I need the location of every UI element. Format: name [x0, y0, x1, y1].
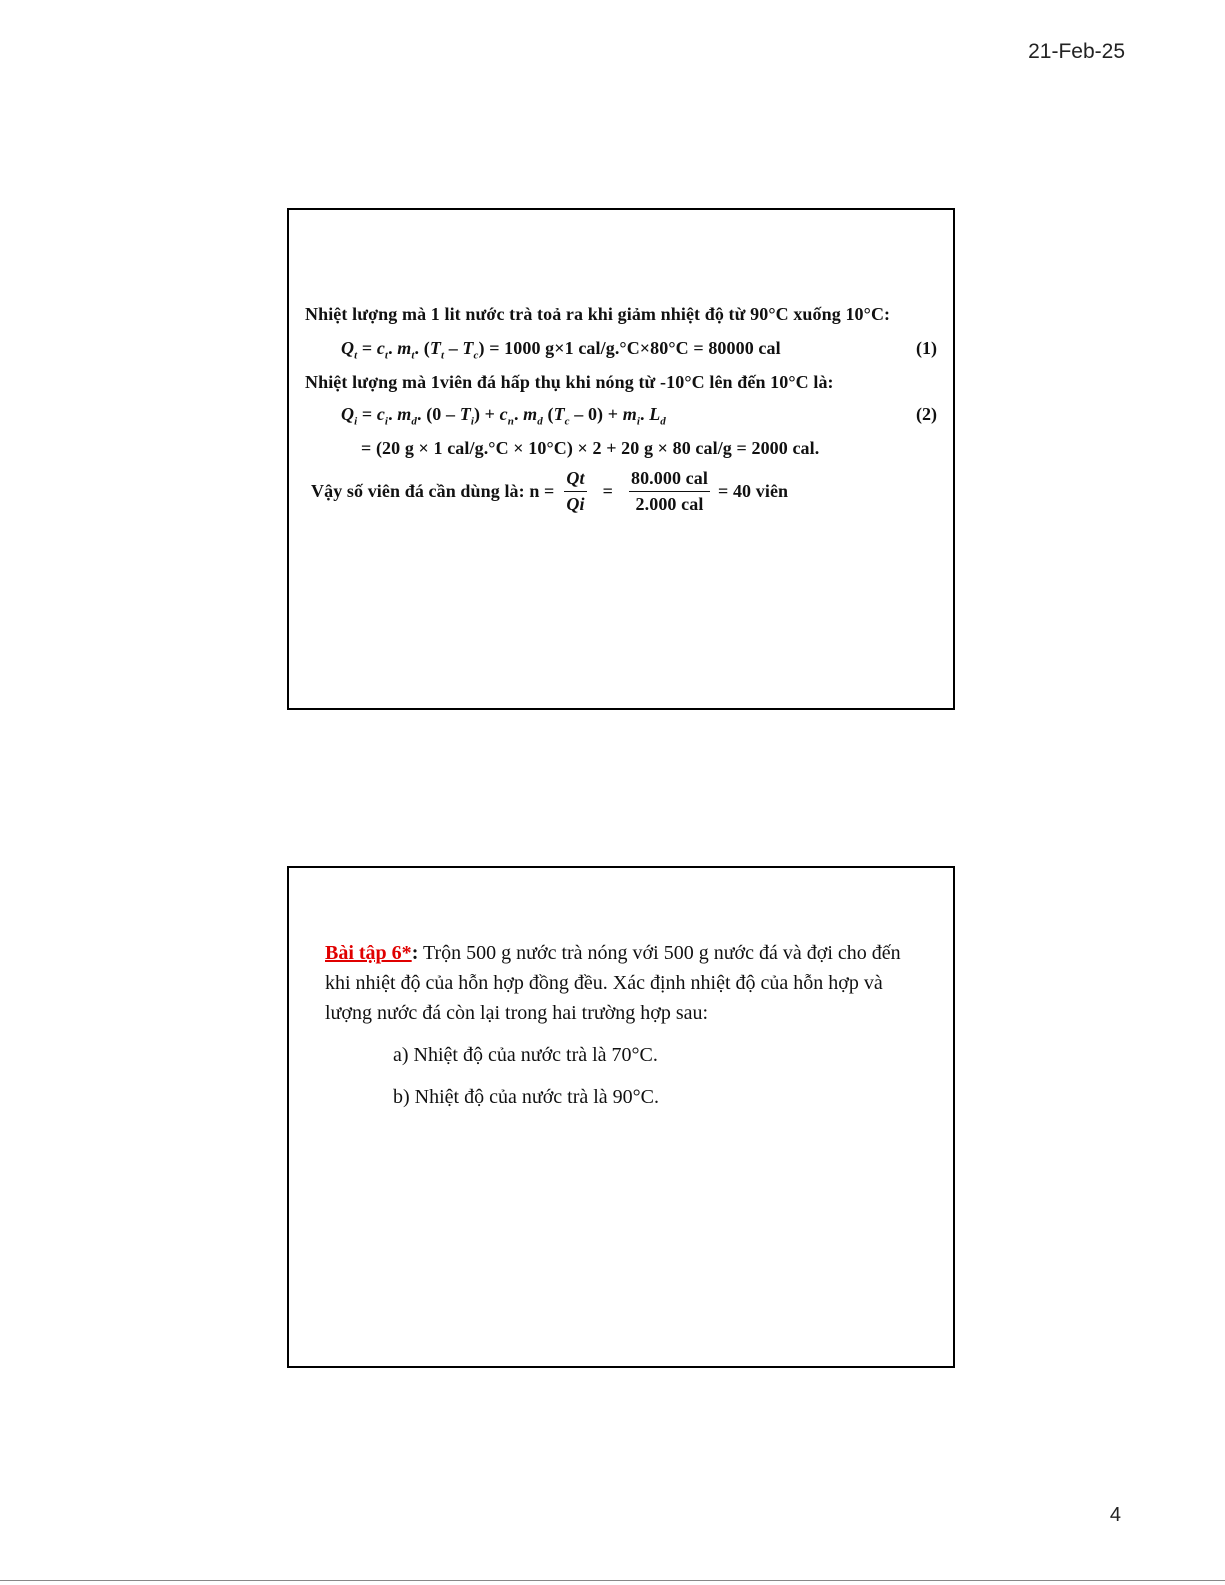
fraction-q	[564, 468, 586, 515]
equation-2-number: (2)	[916, 404, 937, 424]
result-suffix: = 40 viên	[717, 481, 789, 501]
slide-solution	[287, 208, 955, 710]
result-prefix: Vậy số viên đá cần dùng là: n =	[311, 481, 555, 501]
equals-sign: =	[602, 481, 613, 501]
equation-1: $Q_t = c_t$. $m_t$. $(T_t - T_c) = 1000$ g×1 cal/g.°C×80°C = 80000 cal	[341, 338, 781, 362]
equation-2: $Q_i = c_i$. $m_d$. $(0 - T_i) + c_n$. $m_d$ $(T_c - 0) + m_i$. $L_d$	[341, 404, 666, 428]
exercise-body: Trộn 500 g nước trà nóng với 500 g nước đá và đợi cho đến khi nhiệt độ của hỗn hợp đồng đều. Xác định nhiệt độ của hỗn hợp và lượng nước đá còn lại trong hai trường hợp sau:	[325, 942, 901, 1024]
exercise-colon: :	[411, 942, 419, 964]
equation-3: = (20 g × 1 cal/g.°C × 10°C) × 2 + 20 g × 80 cal/g = 2000 cal.	[361, 438, 820, 458]
slide-exercise-6	[287, 866, 955, 1368]
exercise-title: Bài tập 6*	[325, 942, 412, 964]
header-date: 21-Feb-25	[1028, 40, 1125, 63]
fraction-cal-numerator: 80.000 cal	[629, 468, 710, 492]
heat-absorbed-text: Nhiệt lượng mà 1viên đá hấp thụ khi nóng từ -10°C lên đến 10°C là:	[305, 372, 834, 392]
heat-released-text: Nhiệt lượng mà 1 lit nước trà toả ra khi giảm nhiệt độ từ 90°C xuống 10°C:	[305, 304, 891, 324]
item-a: a) Nhiệt độ của nước trà là 70°C.	[393, 1044, 658, 1066]
result-line	[311, 468, 788, 515]
fraction-cal	[629, 468, 710, 515]
bottom-rule	[0, 1580, 1225, 1581]
fraction-q-numerator: Qt	[566, 468, 585, 488]
equation-1-number: (1)	[916, 338, 937, 358]
item-b: b) Nhiệt độ của nước trà là 90°C.	[393, 1086, 660, 1108]
fraction-cal-denominator: 2.000 cal	[635, 494, 704, 514]
fraction-q-denominator: Qi	[566, 494, 585, 514]
exercise-paragraph	[325, 938, 925, 1028]
page-number: 4	[1109, 1504, 1121, 1526]
